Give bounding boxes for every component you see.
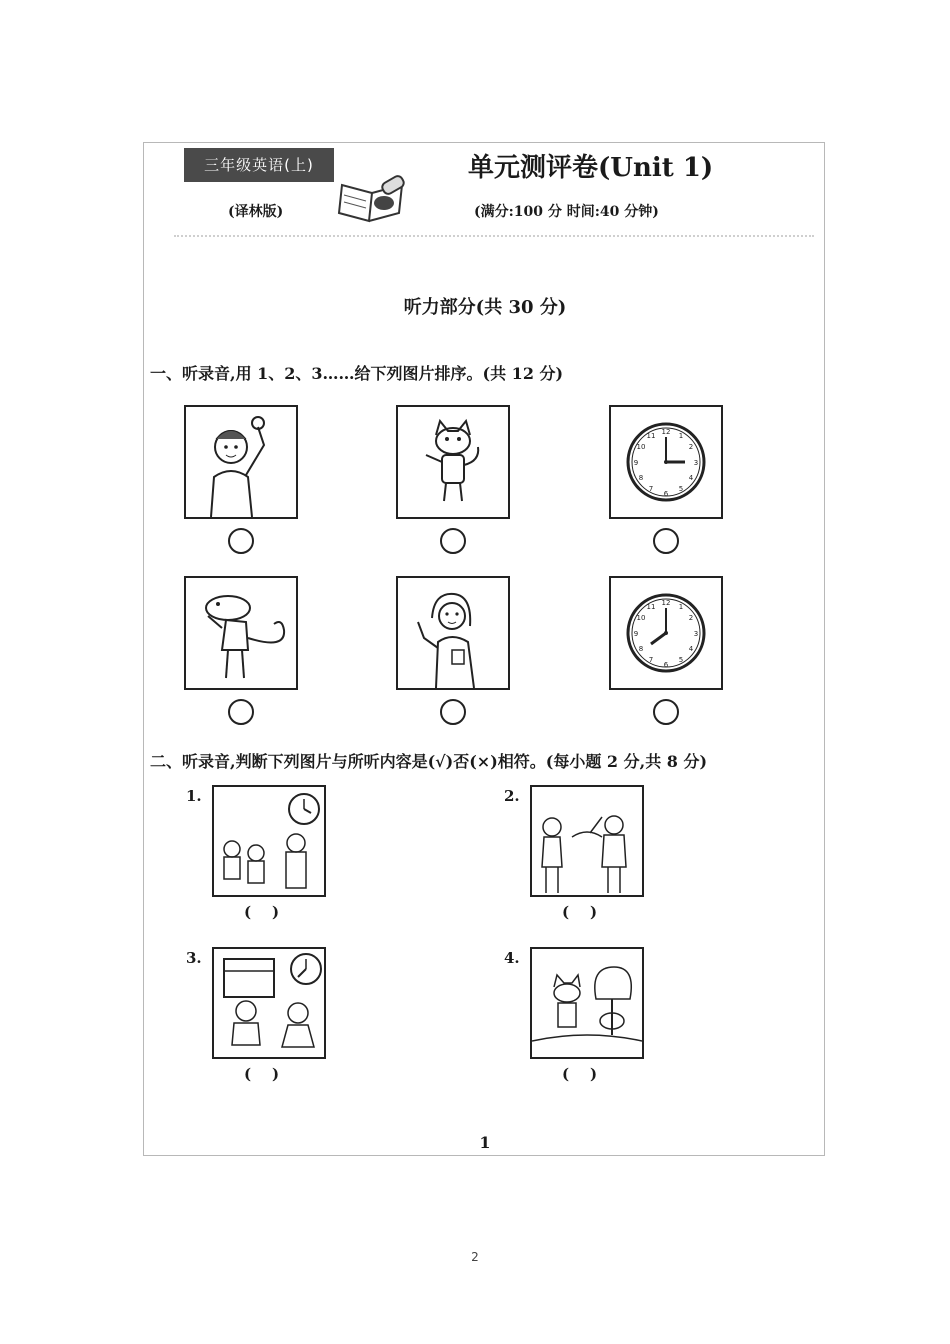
scene-2-picture (530, 785, 644, 897)
svg-text:1: 1 (678, 432, 684, 440)
page-number: 2 (471, 1250, 479, 1264)
exam-info: (满分:100 分 时间:40 分钟) (474, 204, 659, 220)
answer-parentheses[interactable]: ( ) (244, 903, 280, 921)
item-number: 2. (504, 787, 520, 805)
answer-circle[interactable] (228, 699, 254, 725)
clock-eight-picture (609, 576, 723, 690)
boy-waving-picture (184, 405, 298, 519)
svg-text:11: 11 (646, 603, 656, 611)
svg-text:6: 6 (663, 661, 669, 669)
svg-text:12: 12 (661, 428, 671, 436)
answer-parentheses[interactable]: ( ) (562, 903, 598, 921)
svg-text:7: 7 (648, 656, 654, 664)
svg-text:10: 10 (636, 443, 646, 451)
item-number: 4. (504, 949, 520, 967)
svg-text:3: 3 (693, 630, 699, 638)
item-number: 1. (186, 787, 202, 805)
svg-text:1: 1 (678, 603, 684, 611)
svg-text:9: 9 (633, 459, 639, 467)
svg-text:4: 4 (688, 645, 694, 653)
svg-text:9: 9 (633, 630, 639, 638)
svg-text:2: 2 (688, 443, 694, 451)
book-mascot-icon (334, 173, 414, 223)
svg-text:11: 11 (646, 432, 656, 440)
svg-text:8: 8 (638, 645, 644, 653)
answer-circle[interactable] (228, 528, 254, 554)
grade-badge: 三年级英语(上) (184, 148, 334, 182)
scene-3-picture (212, 947, 326, 1059)
svg-text:6: 6 (663, 490, 669, 498)
svg-text:12: 12 (661, 599, 671, 607)
answer-parentheses[interactable]: ( ) (244, 1065, 280, 1083)
svg-text:2: 2 (688, 614, 694, 622)
inner-page-number: 1 (479, 1133, 491, 1152)
scene-4-picture (530, 947, 644, 1059)
svg-text:5: 5 (678, 656, 684, 664)
svg-text:5: 5 (678, 485, 684, 493)
question-2-title: 二、听录音,判断下列图片与所听内容是(√)否(×)相符。(每小题 2 分,共 8 分) (150, 752, 708, 771)
scene-1-picture (212, 785, 326, 897)
question-1-title: 一、听录音,用 1、2、3……给下列图片排序。(共 12 分) (150, 364, 564, 383)
clock-three-picture (609, 405, 723, 519)
svg-text:7: 7 (648, 485, 654, 493)
woman-waving-picture (396, 576, 510, 690)
answer-circle[interactable] (440, 699, 466, 725)
answer-circle[interactable] (653, 699, 679, 725)
answer-circle[interactable] (653, 528, 679, 554)
page-title: 单元测评卷(Unit 1) (468, 153, 714, 183)
worksheet-page (143, 142, 825, 1156)
mouse-waving-picture (184, 576, 298, 690)
answer-parentheses[interactable]: ( ) (562, 1065, 598, 1083)
item-number: 3. (186, 949, 202, 967)
svg-text:10: 10 (636, 614, 646, 622)
svg-text:4: 4 (688, 474, 694, 482)
listening-section-heading: 听力部分(共 30 分) (403, 297, 567, 318)
edition-label: (译林版) (228, 204, 284, 220)
header-divider (174, 235, 814, 237)
svg-text:8: 8 (638, 474, 644, 482)
svg-text:3: 3 (693, 459, 699, 467)
cat-waving-picture (396, 405, 510, 519)
answer-circle[interactable] (440, 528, 466, 554)
